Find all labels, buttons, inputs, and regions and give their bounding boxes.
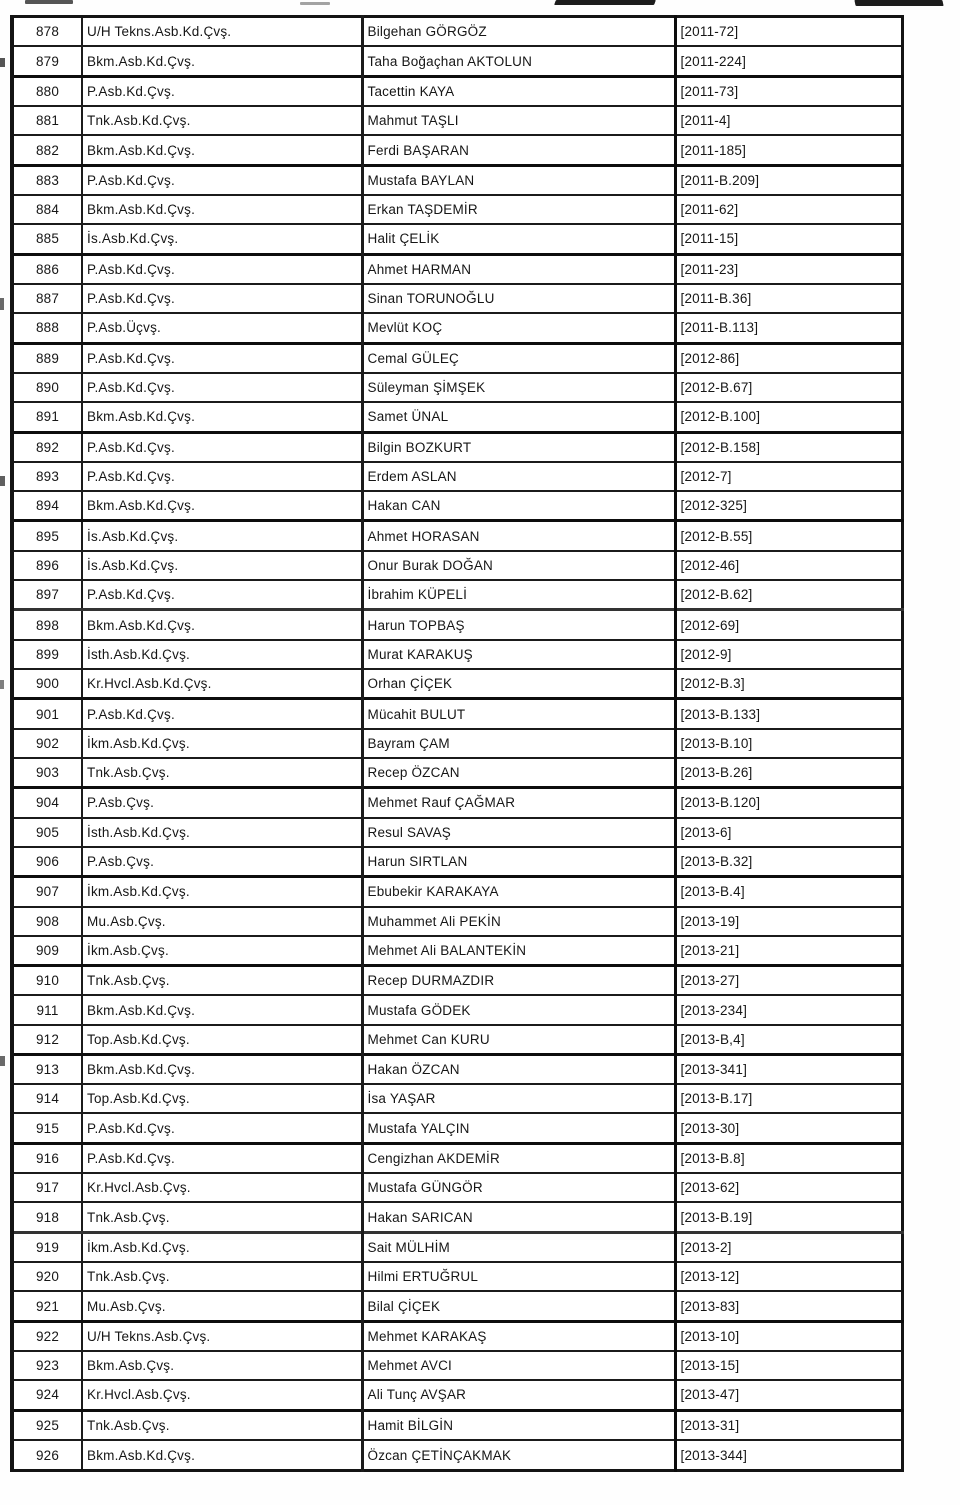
- row-number-cell: 918: [12, 1202, 82, 1232]
- table-row: [12, 669, 902, 699]
- scan-artifact: [854, 0, 943, 6]
- code-cell: [2013-B.10]: [675, 729, 902, 758]
- rank-cell: U/H Tekns.Asb.Çvş.: [82, 1321, 362, 1351]
- rank-cell: P.Asb.Üçvş.: [82, 313, 362, 343]
- table-row: [12, 640, 902, 669]
- code-cell: [2012-B.55]: [675, 521, 902, 551]
- table-row: [12, 610, 902, 640]
- code-cell: [2013-12]: [675, 1262, 902, 1291]
- table-row: [12, 195, 902, 224]
- table-row: [12, 551, 902, 580]
- scan-artifact: [300, 2, 330, 5]
- code-cell: [2012-B.158]: [675, 432, 902, 462]
- table-row: [12, 402, 902, 432]
- scan-speck: [0, 58, 5, 67]
- code-cell: [2013-B.8]: [675, 1143, 902, 1173]
- table-row: [12, 224, 902, 254]
- table-row: [12, 76, 902, 106]
- name-cell: Cemal GÜLEÇ: [362, 343, 675, 373]
- row-number-cell: 921: [12, 1291, 82, 1321]
- rank-cell: İsth.Asb.Kd.Çvş.: [82, 640, 362, 669]
- rank-cell: İkm.Asb.Kd.Çvş.: [82, 877, 362, 907]
- name-cell: Özcan ÇETİNÇAKMAK: [362, 1440, 675, 1470]
- name-cell: Mehmet AVCI: [362, 1351, 675, 1380]
- table-row: [12, 254, 902, 284]
- table-row: [12, 966, 902, 996]
- table-row: [12, 1143, 902, 1173]
- name-cell: Recep ÖZCAN: [362, 758, 675, 788]
- code-cell: [2013-27]: [675, 966, 902, 996]
- row-number-cell: 892: [12, 432, 82, 462]
- scan-artifact: [554, 0, 656, 5]
- row-number-cell: 902: [12, 729, 82, 758]
- code-cell: [2012-B.3]: [675, 669, 902, 699]
- code-cell: [2013-B.4]: [675, 877, 902, 907]
- code-cell: [2013-62]: [675, 1173, 902, 1202]
- row-number-cell: 887: [12, 284, 82, 313]
- name-cell: Hamit BİLGİN: [362, 1410, 675, 1440]
- code-cell: [2011-185]: [675, 135, 902, 165]
- scan-speck: [0, 298, 4, 310]
- rank-cell: İsth.Asb.Kd.Çvş.: [82, 818, 362, 847]
- table-row: [12, 1410, 902, 1440]
- name-cell: Mehmet Can KURU: [362, 1025, 675, 1055]
- rank-cell: Bkm.Asb.Kd.Çvş.: [82, 135, 362, 165]
- name-cell: Murat KARAKUŞ: [362, 640, 675, 669]
- rank-cell: İkm.Asb.Çvş.: [82, 936, 362, 966]
- code-cell: [2013-30]: [675, 1113, 902, 1143]
- name-cell: Ali Tunç AVŞAR: [362, 1380, 675, 1410]
- row-number-cell: 884: [12, 195, 82, 224]
- row-number-cell: 912: [12, 1025, 82, 1055]
- code-cell: [2013-83]: [675, 1291, 902, 1321]
- code-cell: [2013-B.133]: [675, 699, 902, 729]
- name-cell: Bilgin BOZKURT: [362, 432, 675, 462]
- name-cell: Erkan TAŞDEMİR: [362, 195, 675, 224]
- table-row: [12, 907, 902, 936]
- code-cell: [2011-62]: [675, 195, 902, 224]
- rank-cell: Kr.Hvcl.Asb.Kd.Çvş.: [82, 669, 362, 699]
- row-number-cell: 900: [12, 669, 82, 699]
- row-number-cell: 878: [12, 17, 82, 47]
- rank-cell: P.Asb.Çvş.: [82, 847, 362, 877]
- name-cell: Bilgehan GÖRGÖZ: [362, 17, 675, 47]
- row-number-cell: 913: [12, 1054, 82, 1084]
- rank-cell: İs.Asb.Kd.Çvş.: [82, 521, 362, 551]
- rank-cell: Tnk.Asb.Kd.Çvş.: [82, 106, 362, 135]
- row-number-cell: 898: [12, 610, 82, 640]
- code-cell: [2012-B.62]: [675, 580, 902, 610]
- code-cell: [2013-B.120]: [675, 788, 902, 818]
- row-number-cell: 882: [12, 135, 82, 165]
- scan-speck: [0, 476, 5, 486]
- rank-cell: Bkm.Asb.Çvş.: [82, 1351, 362, 1380]
- code-cell: [2013-31]: [675, 1410, 902, 1440]
- code-cell: [2013-341]: [675, 1054, 902, 1084]
- table-row: [12, 1321, 902, 1351]
- row-number-cell: 924: [12, 1380, 82, 1410]
- rank-cell: Tnk.Asb.Çvş.: [82, 1262, 362, 1291]
- row-number-cell: 885: [12, 224, 82, 254]
- name-cell: Mücahit BULUT: [362, 699, 675, 729]
- code-cell: [2012-69]: [675, 610, 902, 640]
- rank-cell: İkm.Asb.Kd.Çvş.: [82, 729, 362, 758]
- rank-cell: P.Asb.Kd.Çvş.: [82, 343, 362, 373]
- table-row: [12, 729, 902, 758]
- row-number-cell: 891: [12, 402, 82, 432]
- table-row: [12, 1202, 902, 1232]
- row-number-cell: 894: [12, 491, 82, 521]
- code-cell: [2011-224]: [675, 46, 902, 76]
- row-number-cell: 915: [12, 1113, 82, 1143]
- row-number-cell: 901: [12, 699, 82, 729]
- table-row: [12, 818, 902, 847]
- code-cell: [2011-B.36]: [675, 284, 902, 313]
- rank-cell: P.Asb.Kd.Çvş.: [82, 76, 362, 106]
- name-cell: Ahmet HORASAN: [362, 521, 675, 551]
- table-row: [12, 758, 902, 788]
- row-number-cell: 895: [12, 521, 82, 551]
- rank-cell: İkm.Asb.Kd.Çvş.: [82, 1232, 362, 1262]
- row-number-cell: 888: [12, 313, 82, 343]
- table-row: [12, 135, 902, 165]
- name-cell: Resul SAVAŞ: [362, 818, 675, 847]
- rank-cell: P.Asb.Kd.Çvş.: [82, 462, 362, 491]
- row-number-cell: 923: [12, 1351, 82, 1380]
- code-cell: [2012-86]: [675, 343, 902, 373]
- table-row: [12, 936, 902, 966]
- row-number-cell: 904: [12, 788, 82, 818]
- name-cell: İbrahim KÜPELİ: [362, 580, 675, 610]
- name-cell: Mustafa GÖDEK: [362, 995, 675, 1024]
- table-row: [12, 17, 902, 47]
- code-cell: [2012-B.100]: [675, 402, 902, 432]
- row-number-cell: 896: [12, 551, 82, 580]
- row-number-cell: 881: [12, 106, 82, 135]
- rank-cell: U/H Tekns.Asb.Kd.Çvş.: [82, 17, 362, 47]
- rank-cell: Tnk.Asb.Çvş.: [82, 758, 362, 788]
- name-cell: Mehmet Rauf ÇAĞMAR: [362, 788, 675, 818]
- row-number-cell: 889: [12, 343, 82, 373]
- code-cell: [2011-73]: [675, 76, 902, 106]
- code-cell: [2011-B.113]: [675, 313, 902, 343]
- scan-speck: [0, 680, 4, 689]
- code-cell: [2013-47]: [675, 1380, 902, 1410]
- code-cell: [2011-72]: [675, 17, 902, 47]
- code-cell: [2013-6]: [675, 818, 902, 847]
- rank-cell: P.Asb.Kd.Çvş.: [82, 1113, 362, 1143]
- table-row: [12, 995, 902, 1024]
- rank-cell: P.Asb.Kd.Çvş.: [82, 373, 362, 402]
- name-cell: Harun TOPBAŞ: [362, 610, 675, 640]
- row-number-cell: 919: [12, 1232, 82, 1262]
- row-number-cell: 905: [12, 818, 82, 847]
- code-cell: [2011-23]: [675, 254, 902, 284]
- rank-cell: Bkm.Asb.Kd.Çvş.: [82, 1054, 362, 1084]
- scan-artifact: [25, 0, 73, 4]
- code-cell: [2013-21]: [675, 936, 902, 966]
- name-cell: Tacettin KAYA: [362, 76, 675, 106]
- name-cell: Hilmi ERTUĞRUL: [362, 1262, 675, 1291]
- row-number-cell: 886: [12, 254, 82, 284]
- table-row: [12, 284, 902, 313]
- row-number-cell: 911: [12, 995, 82, 1024]
- rank-cell: Mu.Asb.Çvş.: [82, 1291, 362, 1321]
- name-cell: Hakan CAN: [362, 491, 675, 521]
- name-cell: Harun SIRTLAN: [362, 847, 675, 877]
- table-row: [12, 788, 902, 818]
- rank-cell: Top.Asb.Kd.Çvş.: [82, 1084, 362, 1113]
- table-row: [12, 1173, 902, 1202]
- row-number-cell: 903: [12, 758, 82, 788]
- table-row: [12, 1232, 902, 1262]
- table-row: [12, 491, 902, 521]
- row-number-cell: 908: [12, 907, 82, 936]
- rank-cell: Top.Asb.Kd.Çvş.: [82, 1025, 362, 1055]
- row-number-cell: 893: [12, 462, 82, 491]
- row-number-cell: 909: [12, 936, 82, 966]
- name-cell: Ahmet HARMAN: [362, 254, 675, 284]
- code-cell: [2012-46]: [675, 551, 902, 580]
- name-cell: Sinan TORUNOĞLU: [362, 284, 675, 313]
- table-row: [12, 46, 902, 76]
- table-row: [12, 462, 902, 491]
- row-number-cell: 916: [12, 1143, 82, 1173]
- name-cell: Taha Boğaçhan AKTOLUN: [362, 46, 675, 76]
- code-cell: [2013-B.17]: [675, 1084, 902, 1113]
- row-number-cell: 879: [12, 46, 82, 76]
- code-cell: [2013-B.26]: [675, 758, 902, 788]
- name-cell: Bilal ÇİÇEK: [362, 1291, 675, 1321]
- rank-cell: İs.Asb.Kd.Çvş.: [82, 224, 362, 254]
- name-cell: Hakan ÖZCAN: [362, 1054, 675, 1084]
- code-cell: [2013-B,4]: [675, 1025, 902, 1055]
- name-cell: Samet ÜNAL: [362, 402, 675, 432]
- code-cell: [2013-234]: [675, 995, 902, 1024]
- code-cell: [2013-B.32]: [675, 847, 902, 877]
- table-row: [12, 1054, 902, 1084]
- name-cell: Orhan ÇİÇEK: [362, 669, 675, 699]
- row-number-cell: 890: [12, 373, 82, 402]
- code-cell: [2013-10]: [675, 1321, 902, 1351]
- code-cell: [2013-19]: [675, 907, 902, 936]
- rank-cell: Bkm.Asb.Kd.Çvş.: [82, 995, 362, 1024]
- table-row: [12, 1440, 902, 1470]
- code-cell: [2013-2]: [675, 1232, 902, 1262]
- row-number-cell: 914: [12, 1084, 82, 1113]
- rank-cell: P.Asb.Kd.Çvş.: [82, 699, 362, 729]
- rank-cell: P.Asb.Kd.Çvş.: [82, 284, 362, 313]
- name-cell: Muhammet Ali PEKİN: [362, 907, 675, 936]
- code-cell: [2012-B.67]: [675, 373, 902, 402]
- name-cell: Bayram ÇAM: [362, 729, 675, 758]
- rank-cell: P.Asb.Kd.Çvş.: [82, 1143, 362, 1173]
- table-row: [12, 432, 902, 462]
- row-number-cell: 907: [12, 877, 82, 907]
- code-cell: [2011-4]: [675, 106, 902, 135]
- table-row: [12, 343, 902, 373]
- scan-speck: [0, 1056, 5, 1066]
- table-row: [12, 1262, 902, 1291]
- rank-cell: Bkm.Asb.Kd.Çvş.: [82, 195, 362, 224]
- name-cell: Ebubekir KARAKAYA: [362, 877, 675, 907]
- code-cell: [2013-15]: [675, 1351, 902, 1380]
- name-cell: Halit ÇELİK: [362, 224, 675, 254]
- rank-cell: Kr.Hvcl.Asb.Çvş.: [82, 1173, 362, 1202]
- code-cell: [2012-7]: [675, 462, 902, 491]
- rank-cell: Bkm.Asb.Kd.Çvş.: [82, 491, 362, 521]
- code-cell: [2011-B.209]: [675, 165, 902, 195]
- row-number-cell: 897: [12, 580, 82, 610]
- rank-cell: P.Asb.Kd.Çvş.: [82, 254, 362, 284]
- code-cell: [2013-344]: [675, 1440, 902, 1470]
- name-cell: Mehmet Ali BALANTEKİN: [362, 936, 675, 966]
- row-number-cell: 917: [12, 1173, 82, 1202]
- table-body: [12, 17, 902, 1471]
- name-cell: Sait MÜLHİM: [362, 1232, 675, 1262]
- rank-cell: Bkm.Asb.Kd.Çvş.: [82, 610, 362, 640]
- rank-cell: Mu.Asb.Çvş.: [82, 907, 362, 936]
- rank-cell: P.Asb.Çvş.: [82, 788, 362, 818]
- code-cell: [2012-9]: [675, 640, 902, 669]
- name-cell: İsa YAŞAR: [362, 1084, 675, 1113]
- code-cell: [2012-325]: [675, 491, 902, 521]
- rank-cell: Tnk.Asb.Çvş.: [82, 1202, 362, 1232]
- table-row: [12, 373, 902, 402]
- rank-cell: P.Asb.Kd.Çvş.: [82, 165, 362, 195]
- row-number-cell: 906: [12, 847, 82, 877]
- table-row: [12, 165, 902, 195]
- name-cell: Mahmut TAŞLI: [362, 106, 675, 135]
- table-row: [12, 1113, 902, 1143]
- name-cell: Onur Burak DOĞAN: [362, 551, 675, 580]
- table-row: [12, 1380, 902, 1410]
- row-number-cell: 880: [12, 76, 82, 106]
- name-cell: Süleyman ŞİMŞEK: [362, 373, 675, 402]
- personnel-roster-table: [10, 15, 904, 1472]
- table-row: [12, 699, 902, 729]
- name-cell: Cengizhan AKDEMİR: [362, 1143, 675, 1173]
- table-row: [12, 1351, 902, 1380]
- table-row: [12, 877, 902, 907]
- name-cell: Hakan SARICAN: [362, 1202, 675, 1232]
- name-cell: Erdem ASLAN: [362, 462, 675, 491]
- rank-cell: P.Asb.Kd.Çvş.: [82, 432, 362, 462]
- row-number-cell: 922: [12, 1321, 82, 1351]
- rank-cell: Bkm.Asb.Kd.Çvş.: [82, 1440, 362, 1470]
- name-cell: Mustafa GÜNGÖR: [362, 1173, 675, 1202]
- row-number-cell: 920: [12, 1262, 82, 1291]
- rank-cell: Bkm.Asb.Kd.Çvş.: [82, 402, 362, 432]
- table-row: [12, 521, 902, 551]
- row-number-cell: 910: [12, 966, 82, 996]
- name-cell: Mehmet KARAKAŞ: [362, 1321, 675, 1351]
- table-row: [12, 313, 902, 343]
- name-cell: Mustafa YALÇIN: [362, 1113, 675, 1143]
- rank-cell: Tnk.Asb.Çvş.: [82, 1410, 362, 1440]
- row-number-cell: 925: [12, 1410, 82, 1440]
- code-cell: [2011-15]: [675, 224, 902, 254]
- table-row: [12, 1025, 902, 1055]
- rank-cell: Bkm.Asb.Kd.Çvş.: [82, 46, 362, 76]
- name-cell: Mevlüt KOÇ: [362, 313, 675, 343]
- row-number-cell: 883: [12, 165, 82, 195]
- table-row: [12, 1291, 902, 1321]
- name-cell: Mustafa BAYLAN: [362, 165, 675, 195]
- row-number-cell: 926: [12, 1440, 82, 1470]
- rank-cell: P.Asb.Kd.Çvş.: [82, 580, 362, 610]
- row-number-cell: 899: [12, 640, 82, 669]
- table-row: [12, 1084, 902, 1113]
- rank-cell: Kr.Hvcl.Asb.Çvş.: [82, 1380, 362, 1410]
- table-row: [12, 847, 902, 877]
- rank-cell: İs.Asb.Kd.Çvş.: [82, 551, 362, 580]
- code-cell: [2013-B.19]: [675, 1202, 902, 1232]
- table-row: [12, 580, 902, 610]
- name-cell: Recep DURMAZDIR: [362, 966, 675, 996]
- rank-cell: Tnk.Asb.Çvş.: [82, 966, 362, 996]
- table-row: [12, 106, 902, 135]
- name-cell: Ferdi BAŞARAN: [362, 135, 675, 165]
